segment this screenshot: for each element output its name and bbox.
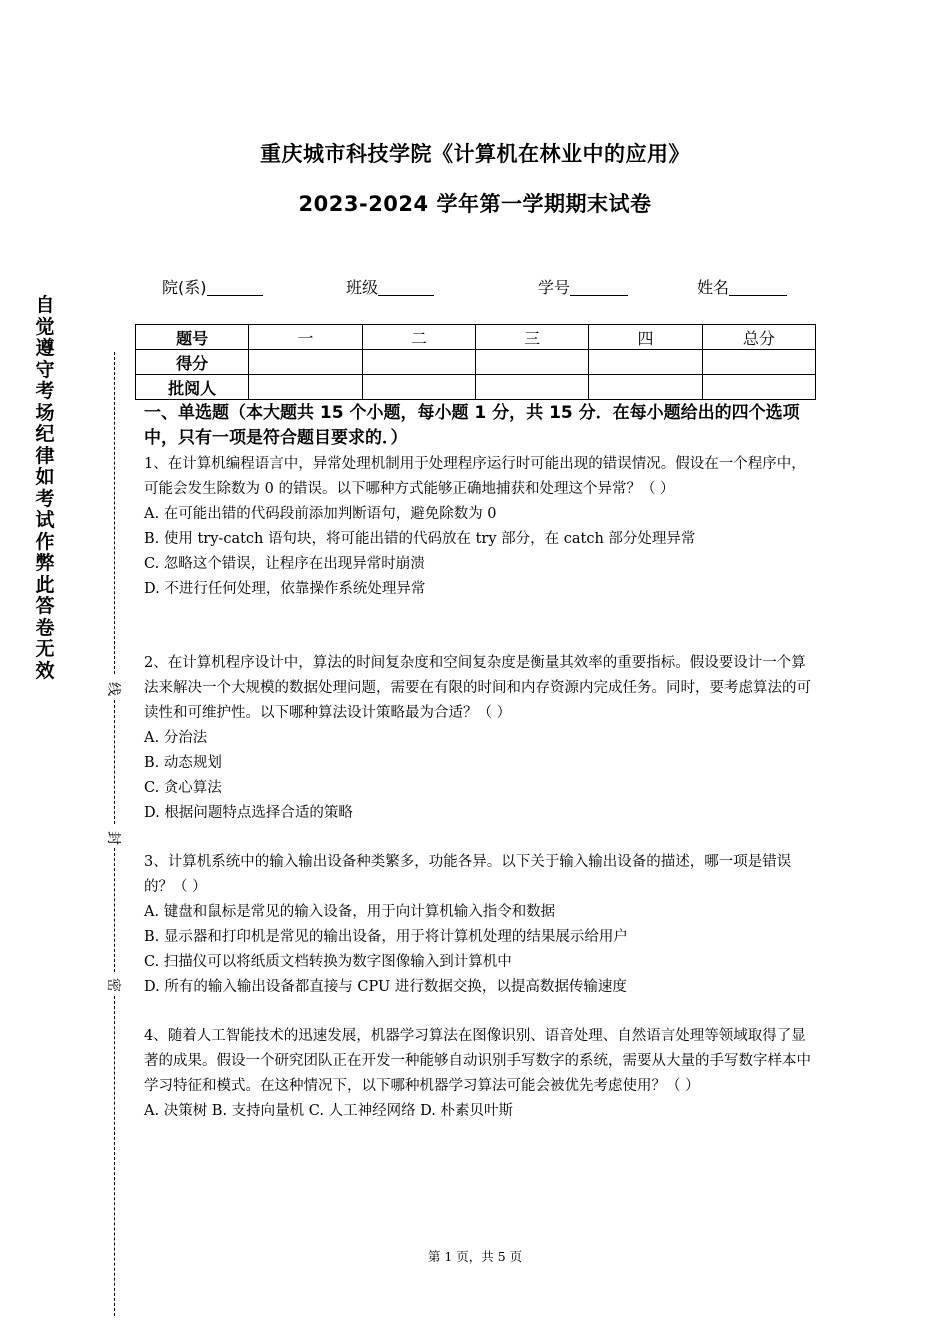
question-stem: 2、在计算机程序设计中，算法的时间复杂度和空间复杂度是衡量其效率的重要指标。假设要设计一个算法来解决一个大规模的数据处理问题，需要在有限的时间和内存资源内完成任务。同时，要考虑算法的可读性和可维护性。以下哪种算法设计策略最为合适？（ ）	[144, 655, 811, 721]
option-c: C. 贪心算法	[144, 780, 222, 796]
col-part-2: 二	[362, 325, 475, 350]
grader-cell[interactable]	[249, 375, 362, 400]
score-cell[interactable]	[249, 350, 362, 375]
score-table	[135, 324, 816, 400]
options-inline: A. 决策树 B. 支持向量机 C. 人工神经网络 D. 朴素贝叶斯	[144, 1103, 514, 1119]
option-b: B. 使用 try-catch 语句块，将可能出错的代码放在 try 部分，在 catch 部分处理异常	[144, 531, 696, 547]
seal-mark-line: 线	[104, 679, 124, 699]
class-field[interactable]	[346, 275, 434, 298]
grader-cell[interactable]	[475, 375, 588, 400]
binding-dashed-line	[114, 996, 115, 1316]
score-row	[136, 350, 816, 375]
dept-field[interactable]	[162, 275, 263, 298]
score-cell[interactable]	[589, 350, 702, 375]
exam-discipline-notice: 自觉遵守考场纪律如考试作弊此答卷无效	[35, 294, 55, 682]
grader-row	[136, 375, 816, 400]
score-cell[interactable]	[362, 350, 475, 375]
question-4	[144, 1024, 816, 1124]
question-stem: 4、随着人工智能技术的迅速发展，机器学习算法在图像识别、语音处理、自然语言处理等领域取得了显著的成果。假设一个研究团队正在开发一种能够自动识别手写数字的系统，需要从大量的手写数字样本中学习特征和模式。在这种情况下，以下哪种机器学习算法可能会被优先考虑使用？（ ）	[144, 1028, 811, 1094]
option-a: A. 键盘和鼠标是常见的输入设备，用于向计算机输入指令和数据	[144, 904, 556, 920]
name-blank[interactable]	[729, 279, 787, 296]
question-stem: 1、在计算机编程语言中，异常处理机制用于处理程序运行时可能出现的错误情况。假设在一个程序中，可能会发生除数为 0 的错误。以下哪种方式能够正确地捕获和处理这个异常？（ ）	[144, 456, 806, 497]
grader-cell[interactable]	[589, 375, 702, 400]
option-d: D. 不进行任何处理，依靠操作系统处理异常	[144, 581, 426, 597]
score-cell[interactable]	[702, 350, 815, 375]
col-part-4: 四	[589, 325, 702, 350]
name-field[interactable]	[697, 275, 787, 298]
page-number: 第 1 页，共 5 页	[427, 1249, 523, 1264]
name-label: 姓名	[697, 278, 730, 297]
option-d: D. 根据问题特点选择合适的策略	[144, 805, 353, 821]
grader-cell[interactable]	[702, 375, 815, 400]
question-3	[144, 850, 816, 1000]
student-id-label: 学号	[538, 278, 571, 297]
exam-title-line2: 2023-2024 学年第一学期期末试卷	[298, 192, 652, 216]
col-part-3: 三	[475, 325, 588, 350]
option-b: B. 动态规划	[144, 755, 222, 771]
col-question-number: 题号	[136, 325, 249, 350]
option-b: B. 显示器和打印机是常见的输出设备，用于将计算机处理的结果展示给用户	[144, 929, 628, 945]
class-blank[interactable]	[378, 279, 434, 296]
score-row-label: 得分	[136, 350, 249, 375]
question-stem: 3、计算机系统中的输入输出设备种类繁多，功能各异。以下关于输入输出设备的描述，哪一项是错误的？（ ）	[144, 854, 792, 895]
option-c: C. 忽略这个错误，让程序在出现异常时崩溃	[144, 556, 425, 572]
binding-dashed-line	[114, 700, 115, 824]
option-d: D. 所有的输入输出设备都直接与 CPU 进行数据交换，以提高数据传输速度	[144, 979, 627, 995]
grader-cell[interactable]	[362, 375, 475, 400]
exam-title-line1: 重庆城市科技学院《计算机在林业中的应用》	[260, 142, 690, 166]
score-table-header-row	[136, 325, 816, 350]
binding-dashed-line	[114, 848, 115, 972]
section-heading: 一、单选题（本大题共 15 个小题，每小题 1 分，共 15 分．在每小题给出的四个选项中，只有一项是符合题目要求的．）	[144, 403, 800, 448]
col-part-1: 一	[249, 325, 362, 350]
seal-mark-secret: 密	[104, 975, 124, 995]
binding-dashed-line	[114, 352, 115, 674]
option-a: A. 在可能出错的代码段前添加判断语句，避免除数为 0	[144, 506, 497, 522]
option-a: A. 分治法	[144, 730, 208, 746]
question-1	[144, 452, 816, 602]
seal-mark-seal: 封	[104, 828, 124, 848]
score-cell[interactable]	[475, 350, 588, 375]
class-label: 班级	[346, 278, 379, 297]
student-id-blank[interactable]	[570, 279, 628, 296]
dept-blank[interactable]	[207, 279, 263, 296]
option-c: C. 扫描仪可以将纸质文档转换为数字图像输入到计算机中	[144, 954, 512, 970]
col-total: 总分	[702, 325, 815, 350]
grader-row-label: 批阅人	[136, 375, 249, 400]
dept-label: 院(系)	[162, 278, 207, 297]
question-2	[144, 651, 816, 826]
student-id-field[interactable]	[538, 275, 628, 298]
